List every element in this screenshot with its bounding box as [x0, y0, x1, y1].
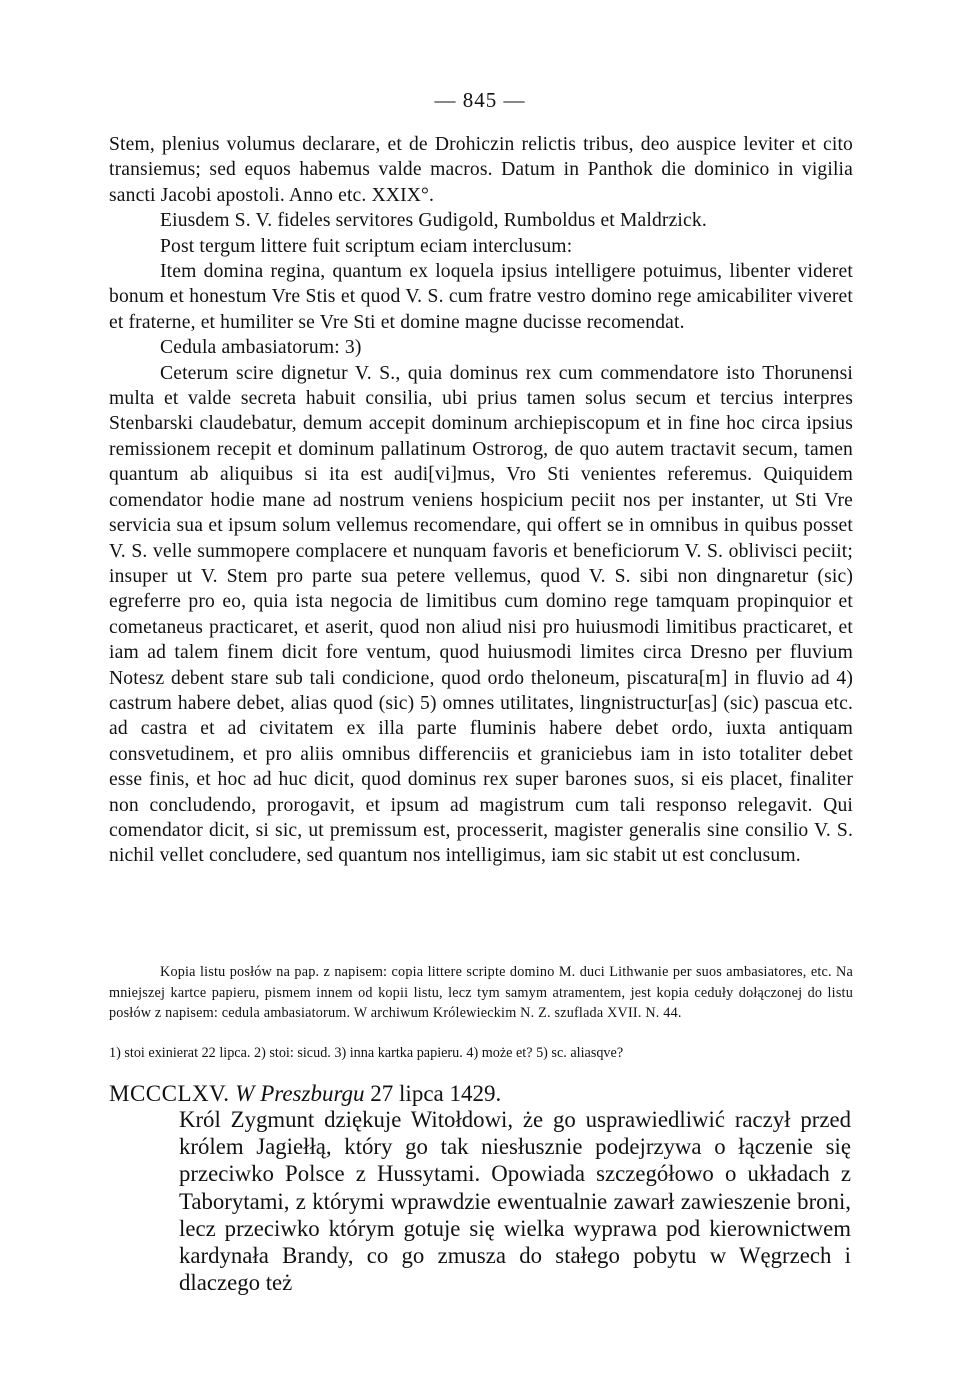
source-note-text: Kopia listu posłów na pap. z napisem: copia littere scripte domino M. duci Lithwanie per suos ambasiatores, etc. Na mniejszej kartce papieru, pismem innem od kopii listu, lecz tym samym atramentem, jest kopia ceduły dołączonej do listu posłów z napisem: cedula ambasiatorum. W archiwum Królewieckim N. Z. szuflada XVII. N. 44.: [109, 964, 853, 1022]
paragraph-postscript-intro: Post tergum littere fuit scriptum eciam interclusum:: [160, 235, 573, 257]
letter-text: [109, 132, 853, 869]
paragraph-cedula-title: Cedula ambasiatorum: 3): [160, 337, 362, 359]
document-heading: [109, 1080, 853, 1108]
footnotes-text: 1) stoi exinierat 22 lipca. 2) stoi: sicud. 3) inna kartka papieru. 4) może et? 5) sc. aliasqve?: [109, 1045, 624, 1061]
paragraph-signature: Eiusdem S. V. fideles servitores Gudigold, Rumboldus et Maldrzick.: [160, 210, 707, 232]
paragraph-cedula-body: Ceterum scire dignetur V. S., quia dominus rex cum commendatore isto Thorunensi multa et valde secreta habuit consilia, ubi prius tamen solus secum et tercius interpres Stenbarski claudebatur, demum accepit dominum archiepiscopum et in fine hoc circa ipsius remissionem recepit et dominum pallatinum Ostrorog, de quo autem tractavit secum, tamen quantum ab aliquibus si ita est audi[vi]mus, Vro Sti venientes referemus. Quiquidem comendator hodie mane ad nostrum veniens hospicium peciit nos per instanter, ut Sti Vre servicia sua et ipsum solum vellemus recomendare, qui offert se in omnibus in quibus posset V. S. velle summopere complacere et nunquam favoris et beneficiorum V. S. oblivisci peciit; insuper ut V. Stem pro parte sua petere vellemus, quod V. S. sibi non dingnaretur (sic) egreferre pro eo, quia ista negocia de limitibus cum domino rege tamquam propinquior et cometaneus practicaret, et aserit, quod non aliud nisi pro huiusmodi limitibus practicaret, et iam ad talem finem dicit fore ventum, quod huiusmodi limites circa Dresno per fluvium Notesz debent stare sub tali condicione, quod ordo theloneum, piscatura[m] in fluvio ad 4) castrum habere debet, alias quod (sic) 5) omnes utilitates, lingnistructur[as] (sic) pascua etc. ad castra et ad civitatem ex illa parte fluminis habere debet ordo, iuxta antiquam consvetudinem, et pro aliis omnibus differenciis et graniciebus iam in isto totaliter debet esse finis, et hoc ad huc dicit, quod dominus rex super barones suos, si eis placet, finaliter non concludendo, prorogavit, et ipsum ad magistrum cum tali responso relegavit. Qui comendator dicit, si sic, ut premissum est, processerit, magister generalis sine consilio V. S. nichil vellet concludere, sed quantum nos intelligimus, iam sic stabit ut est conclusum.: [109, 362, 853, 867]
document-number: MCCCLXV.: [109, 1081, 230, 1106]
document-place: W Preszburgu: [235, 1081, 365, 1106]
document-date: 27 lipca 1429.: [370, 1081, 502, 1106]
source-note: [109, 962, 853, 1024]
page-number: — 845 —: [434, 88, 526, 112]
paragraph-postscript: Item domina regina, quantum ex loquela ipsius intelligere potuimus, libenter videret bonum et honestum Vre Stis et quod V. S. cum fratre vestro domino rege amicabiliter viveret et fraterne, et humiliter se Vre Sti et domine magne ducisse recomendat.: [109, 261, 853, 333]
paragraph-closing: Stem, plenius volumus declarare, et de Drohiczin relictis tribus, deo auspice leviter et cito transiemus; sed equos habemus valde macros. Datum in Panthok die dominico in vigilia sancti Jacobi apostoli. Anno etc. XXIX°.: [109, 134, 853, 206]
document-summary: [179, 1106, 851, 1296]
summary-text: Król Zygmunt dziękuje Witołdowi, że go usprawiedliwić raczył przed królem Jagiełłą, który go tak niesłusznie podejrzywa o łączenie się przeciwko Polsce z Hussytami. Opowiada szczegółowo o układach z Taborytami, z którymi wprawdzie ewentualnie zawarł zawieszenie broni, lecz przeciwko którym gotuje się wielka wyprawa pod kierownictwem kardynała Brandy, co go zmusza do stałego pobytu w Węgrzech i dlaczego też: [179, 1107, 851, 1296]
footnotes: [109, 1043, 853, 1063]
